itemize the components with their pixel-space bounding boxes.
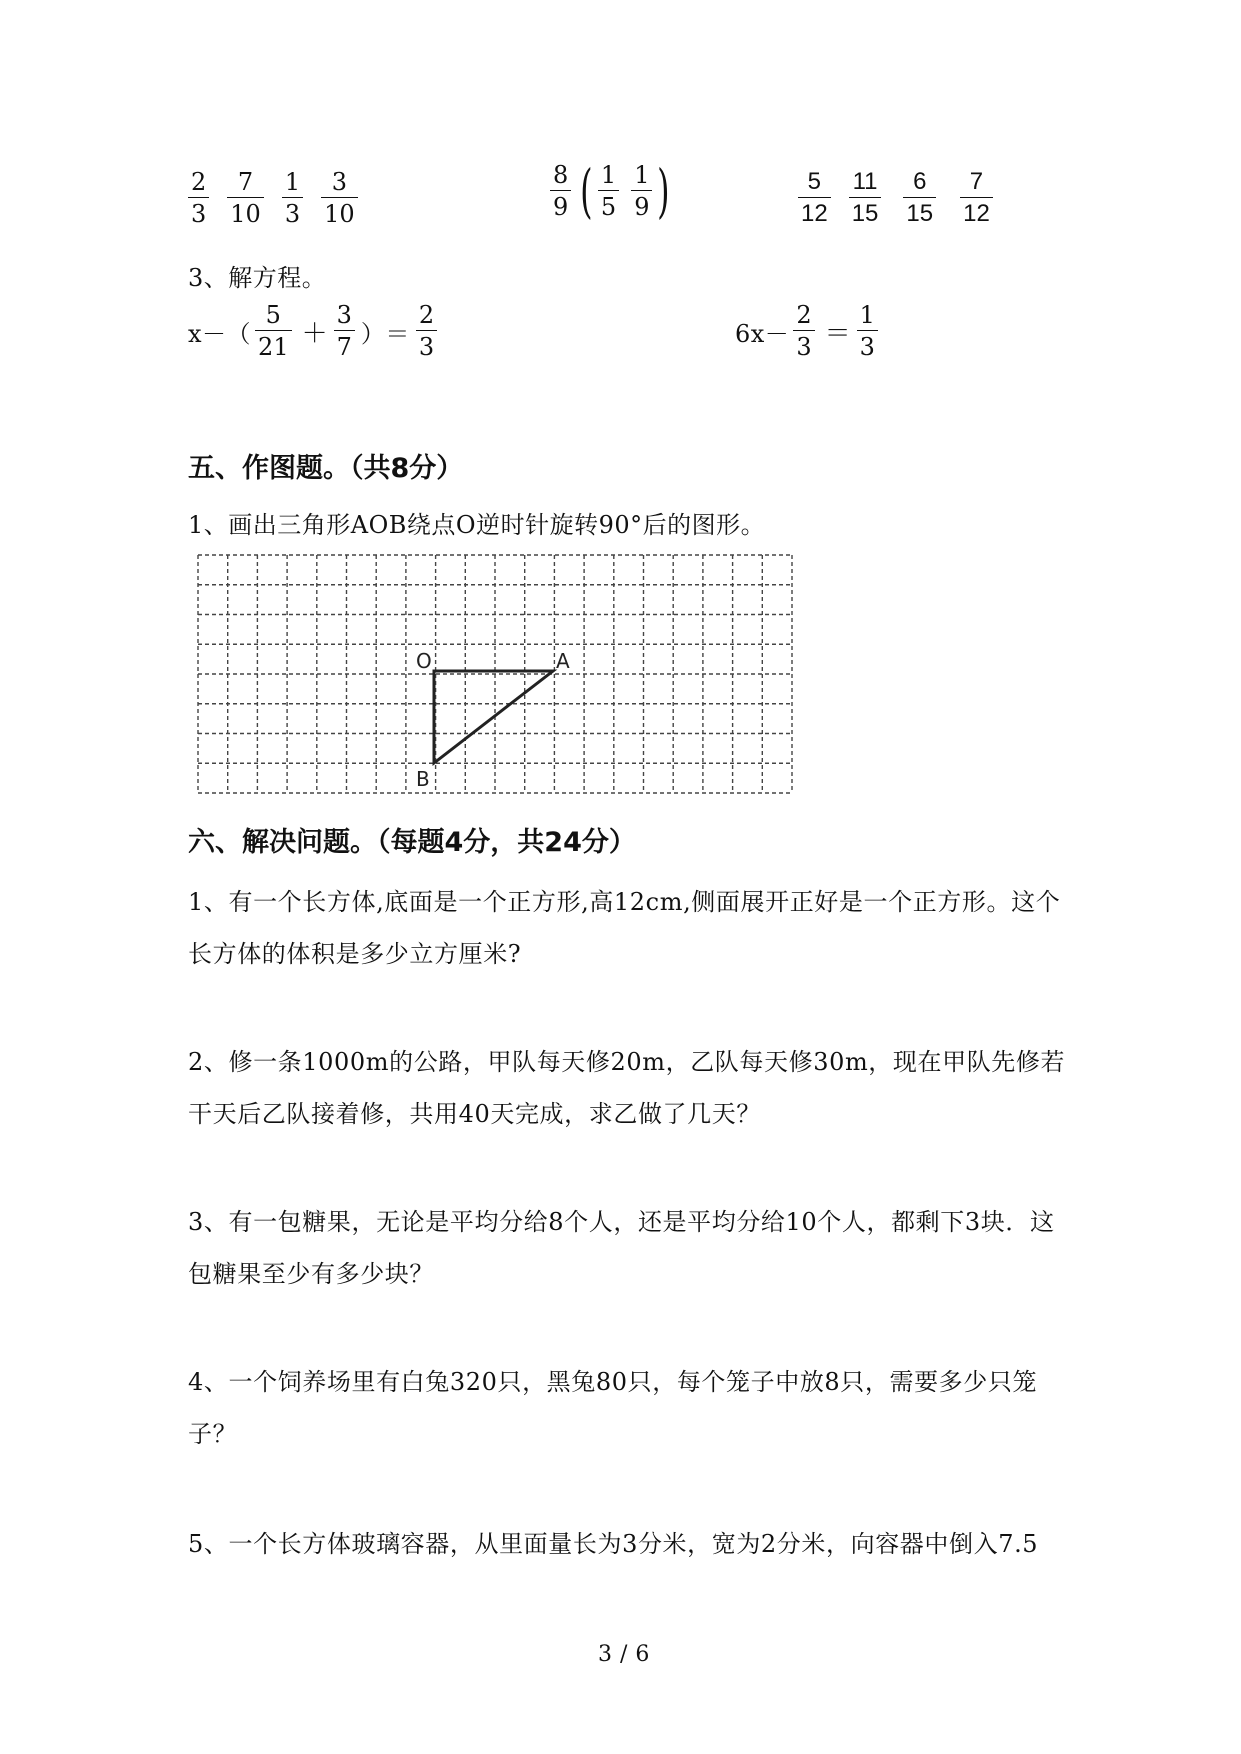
fraction: $\frac{2}{3}$ [188, 170, 209, 226]
fraction-group-2 [550, 157, 675, 225]
fraction: $\frac{7}{10}$ [227, 170, 264, 226]
fraction: $\frac{1}{3}$ [857, 303, 878, 359]
fraction: $\frac{1}{9}$ [631, 163, 652, 219]
fraction: $\frac{1}{5}$ [598, 163, 619, 219]
fraction: $\frac{11}{15}$ [849, 170, 882, 226]
fraction: $\frac{1}{3}$ [282, 170, 303, 226]
fraction: $\frac{5}{12}$ [798, 170, 831, 226]
equation-1: x－（ $\frac{5}{21}$ ＋ $\frac{3}{7}$ ）＝ $\frac{2}{3}$ [188, 303, 437, 359]
equation-2: 6x－ $\frac{2}{3}$ ＝ $\frac{1}{3}$ [735, 303, 878, 359]
fraction: $\frac{2}{3}$ [793, 303, 814, 359]
rotation-grid [196, 553, 794, 795]
triangle-aob [434, 671, 553, 763]
section-3-title: 3、解方程。 [188, 264, 327, 292]
fraction: $\frac{6}{15}$ [903, 170, 936, 226]
fraction-group-1 [188, 170, 376, 226]
label-b: B [416, 767, 430, 791]
section-5-question-1: 1、画出三角形AOB绕点O逆时针旋转90°后的图形。 [188, 511, 766, 539]
fraction: $\frac{3}{10}$ [321, 170, 358, 226]
grid-svg [196, 553, 794, 795]
fraction-group-3 [798, 170, 1011, 226]
left-paren: ( [580, 157, 593, 225]
section-5-heading: 五、作图题。（共8分） [188, 453, 464, 484]
fraction: $\frac{8}{9}$ [550, 163, 571, 219]
problem-4: 4、一个饲养场里有白兔320只，黑兔80只，每个笼子中放8只，需要多少只笼子？ [188, 1368, 1038, 1448]
label-o: O [416, 649, 432, 673]
label-a: A [556, 649, 570, 673]
fraction: $\frac{7}{12}$ [960, 170, 993, 226]
right-paren: ) [657, 157, 671, 225]
section-6-heading: 六、解决问题。（每题4分，共24分） [188, 827, 636, 858]
fraction: $\frac{2}{3}$ [416, 303, 437, 359]
fraction: $\frac{3}{7}$ [334, 303, 355, 359]
problem-2: 2、修一条1000m的公路，甲队每天修20m，乙队每天修30m，现在甲队先修若干天后乙队接着修，共用40天完成，求乙做了几天？ [188, 1048, 1066, 1128]
problem-3: 3、有一包糖果，无论是平均分给8个人，还是平均分给10个人，都剩下3块．这包糖果至少有多少块？ [188, 1208, 1055, 1288]
page-number: 3 / 6 [598, 1642, 650, 1667]
problem-1: 1、有一个长方体,底面是一个正方形,高12cm,侧面展开正好是一个正方形。这个长方体的体积是多少立方厘米? [188, 888, 1061, 968]
fraction: $\frac{5}{21}$ [255, 303, 292, 359]
problem-5: 5、一个长方体玻璃容器，从里面量长为3分米，宽为2分米，向容器中倒入7.5 [188, 1530, 1039, 1558]
